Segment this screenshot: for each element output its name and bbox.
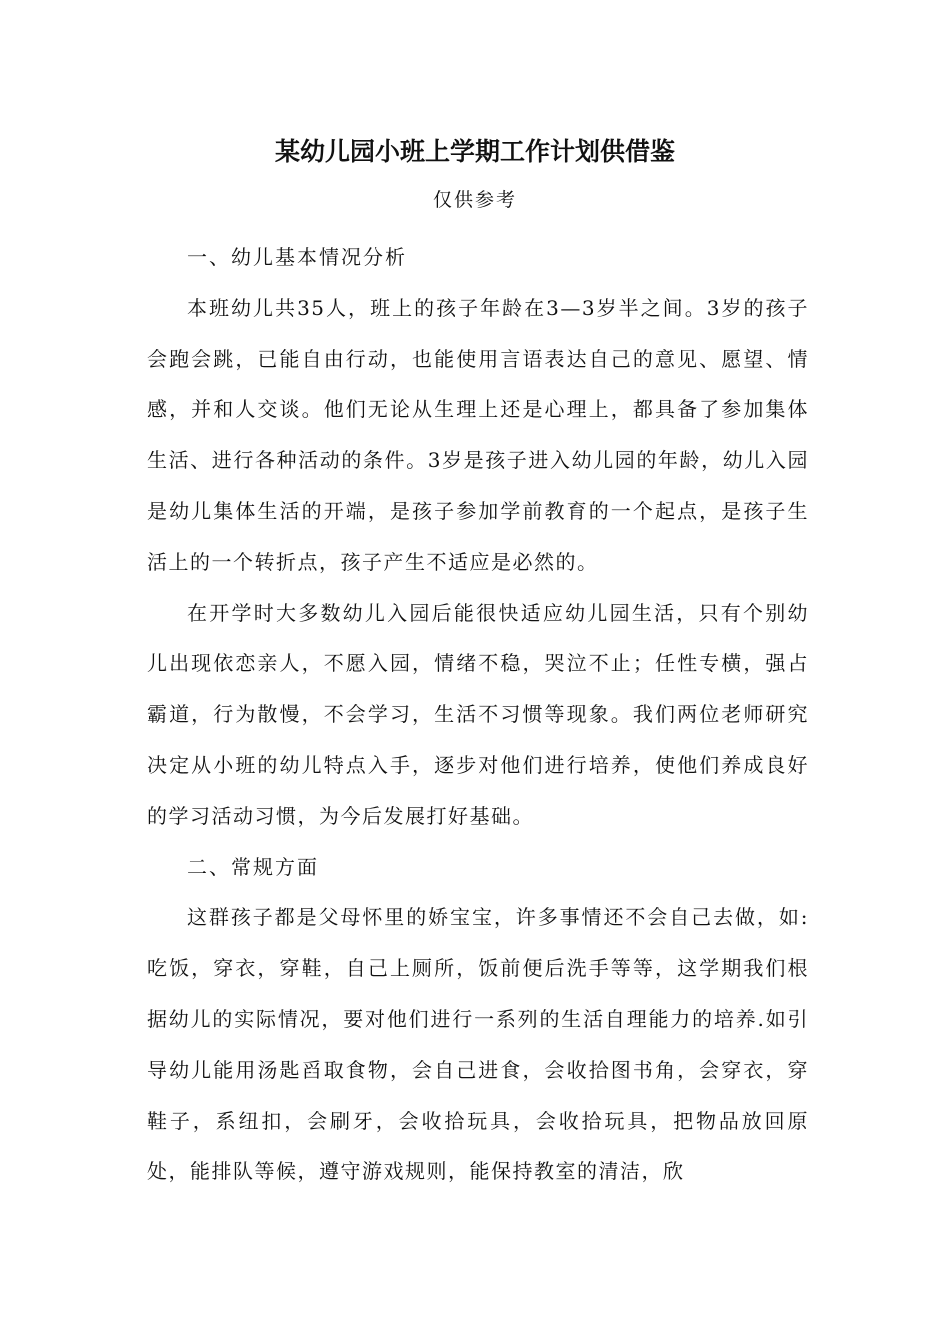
document-body (147, 232, 809, 1197)
paragraph-1: 本班幼儿共35人，班上的孩子年龄在3—3岁半之间。3岁的孩子会跑会跳，已能自由行动，也能使用言语表达自己的意见、愿望、情感，并和人交谈。他们无论从生理上还是心理上，都具备了参加集体生活、进行各种活动的条件。3岁是孩子进入幼儿园的年龄，幼儿入园是幼儿集体生活的开端，是孩子参加学前教育的一个起点，是孩子生活上的一个转折点，孩子产生不适应是必然的。 (147, 295, 809, 574)
document-subtitle: 仅供参考 (432, 189, 517, 211)
document-title: 某幼儿园小班上学期工作计划供借鉴 (274, 137, 675, 166)
paragraph-2: 在开学时大多数幼儿入园后能很快适应幼儿园生活，只有个别幼儿出现依恋亲人，不愿入园，情绪不稳，哭泣不止；任性专横，强占霸道，行为散慢，不会学习，生活不习惯等现象。我们两位老师研究决定从小班的幼儿特点入手，逐步对他们进行培养，使他们养成良好的学习活动习惯，为今后发展打好基础。 (147, 600, 809, 828)
section-heading-1: 一、幼儿基本情况分析 (187, 245, 407, 269)
paragraph-3: 这群孩子都是父母怀里的娇宝宝，许多事情还不会自己去做，如:吃饭，穿衣，穿鞋，自己上厕所，饭前便后洗手等等，这学期我们根据幼儿的实际情况，要对他们进行一系列的生活自理能力的培养.如引导幼儿能用汤匙舀取食物，会自己进食，会收拾图书角，会穿衣，穿鞋子，系纽扣，会刷牙，会收拾玩具，会收拾玩具，把物品放回原处，能排队等候，遵守游戏规则，能保持教室的清洁，欣 (147, 905, 809, 1184)
section-heading-2: 二、常规方面 (187, 854, 319, 879)
